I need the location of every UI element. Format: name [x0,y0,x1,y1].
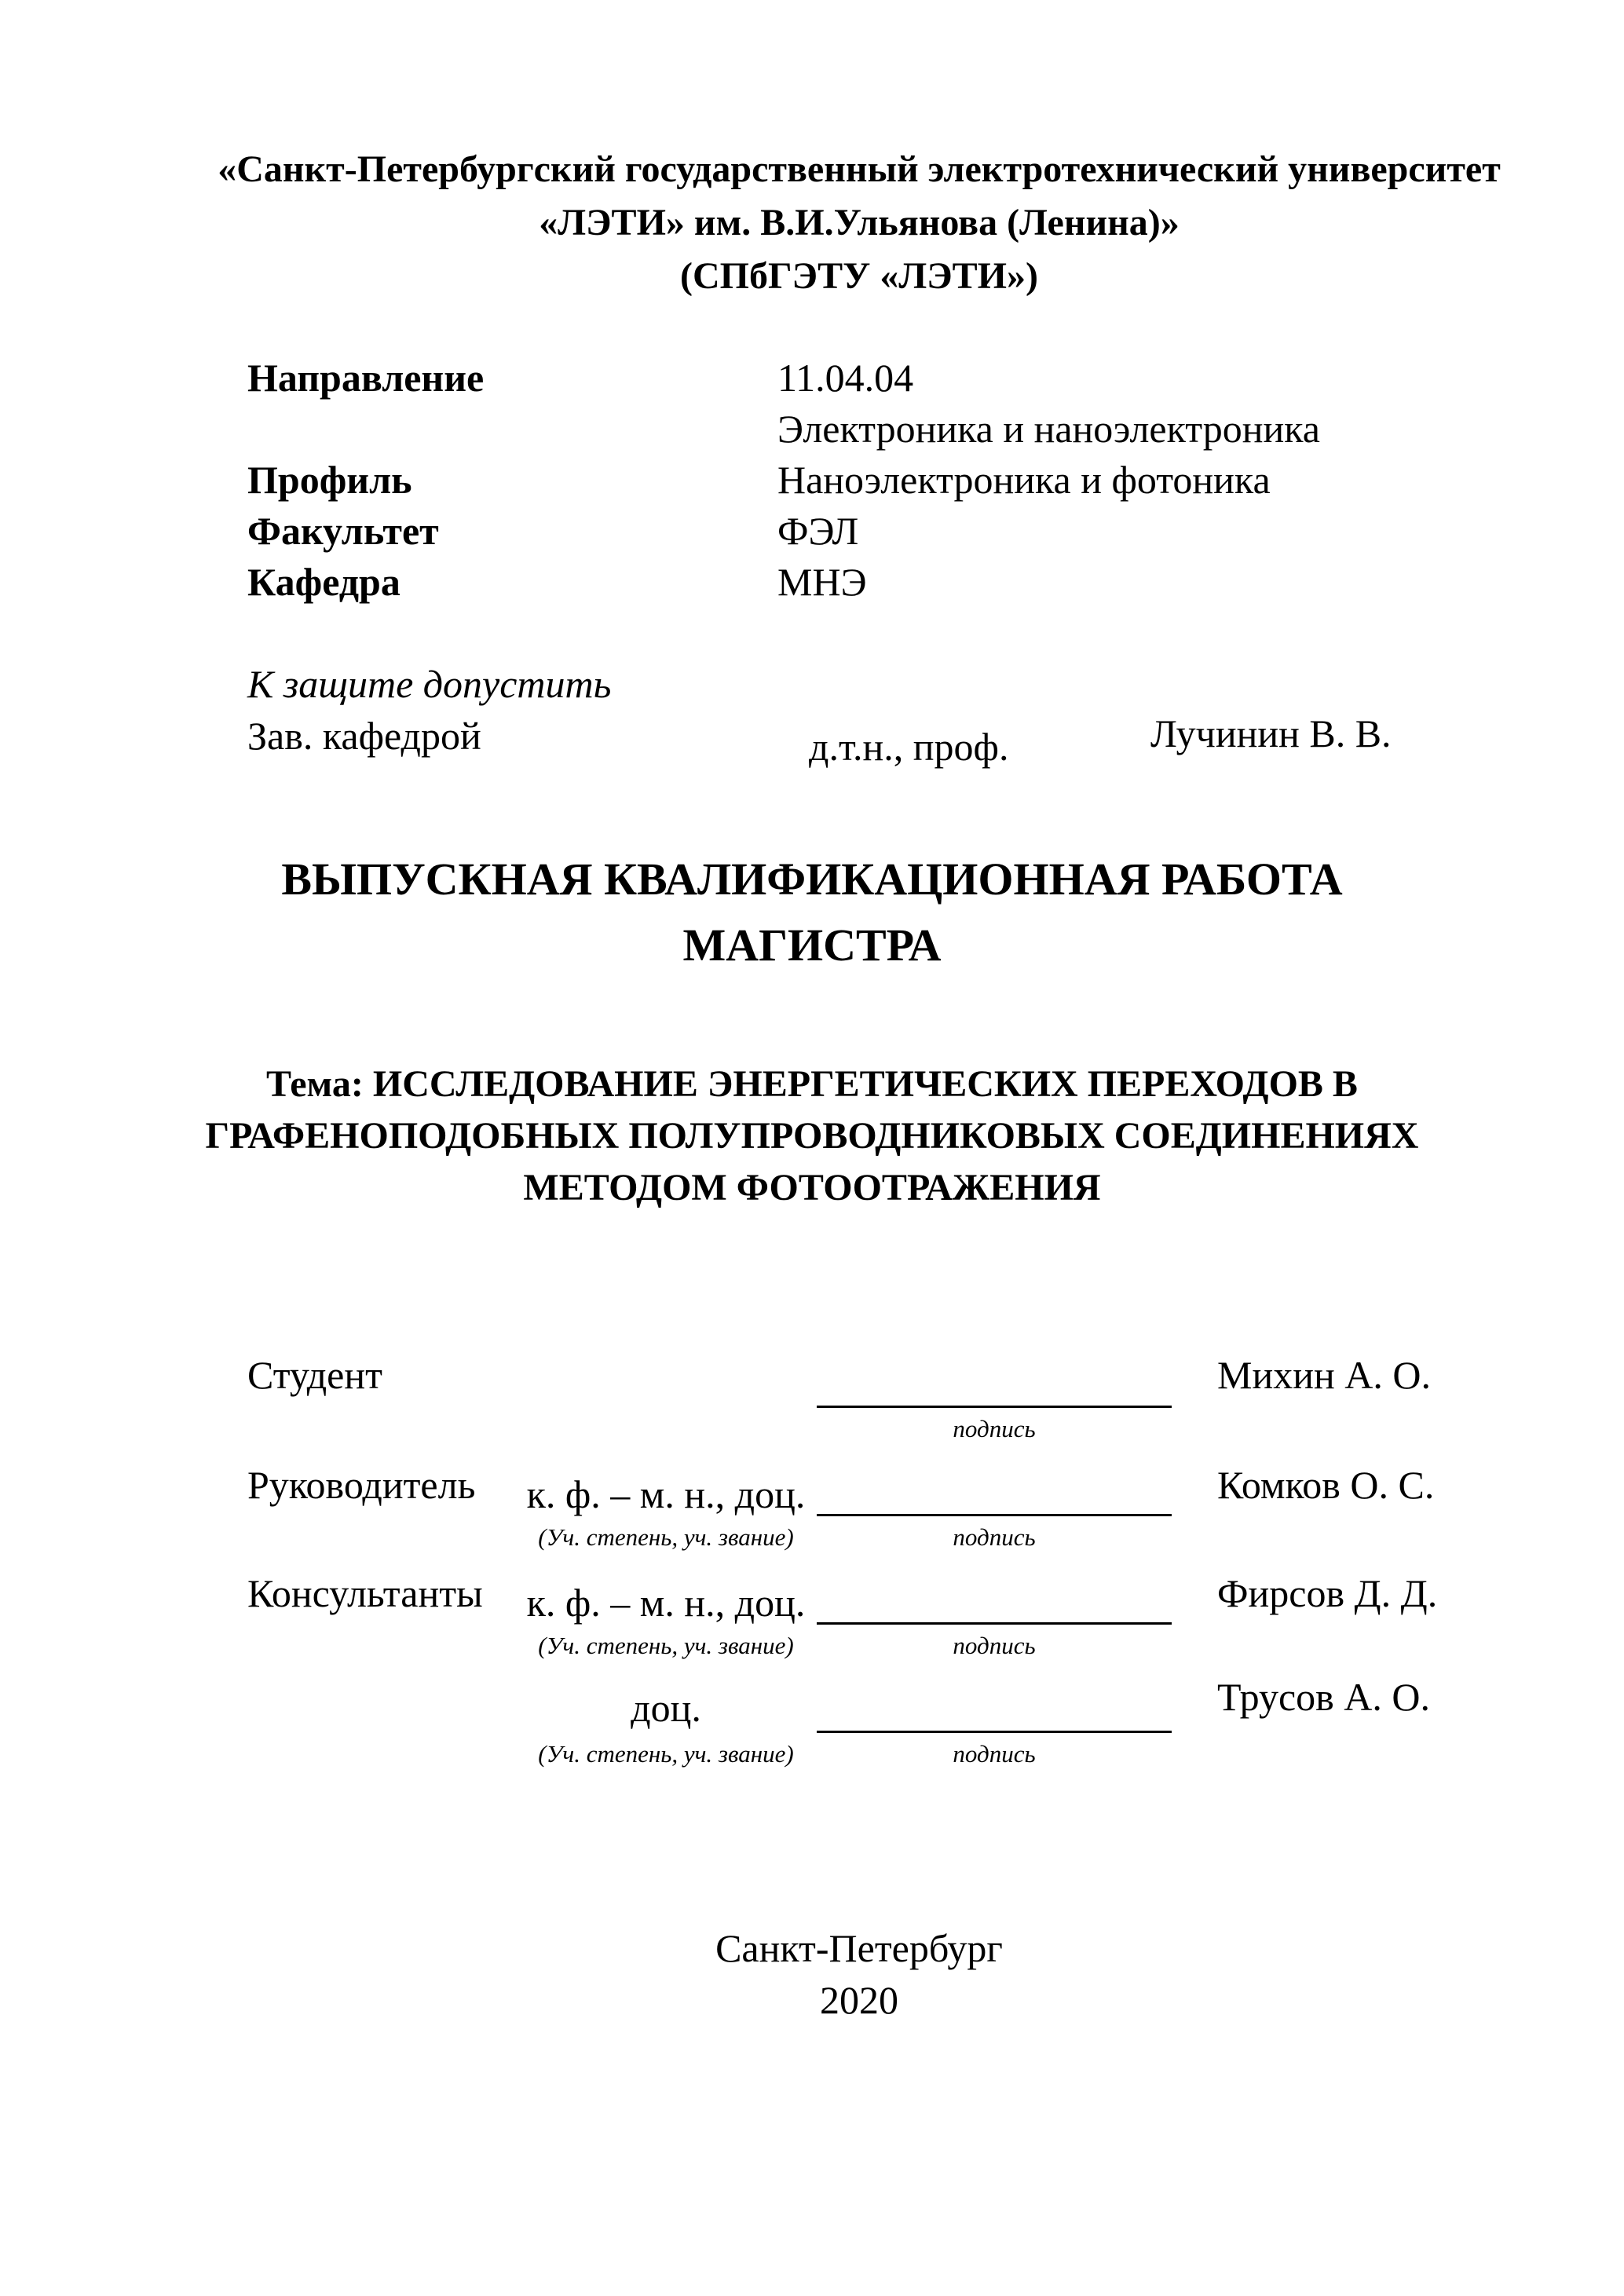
footer [184,1922,1534,2026]
signature-line [817,1622,1172,1625]
footer-year: 2020 [820,1978,898,2022]
signature-caption: подпись [953,1415,1036,1442]
signature-line [817,1406,1172,1408]
degree-label-consultant-2: доц. [631,1686,701,1730]
profile-label: Профиль [247,458,412,502]
department-head-degree: д.т.н., проф. [809,725,1009,769]
field-row-department [247,559,1582,605]
field-row-faculty [247,508,1582,554]
field-row-profile [247,457,1582,503]
university-header-line3: (СПбГЭТУ «ЛЭТИ») [680,255,1038,297]
signer-name-student: Михин А. О. [1217,1353,1431,1397]
university-header-line1: «Санкт-Петербургский государственный электротехнический университет [218,148,1501,190]
field-row-direction [247,355,1582,400]
signature-caption: подпись [953,1740,1036,1768]
signer-name-consultant-1: Фирсов Д. Д. [1217,1571,1438,1615]
signer-name-consultant-2: Трусов А. О. [1217,1675,1430,1719]
topic-line2: ГРАФЕНОПОДОБНЫХ ПОЛУПРОВОДНИКОВЫХ СОЕДИНЕНИЯХ [205,1115,1419,1157]
role-label-supervisor: Руководитель [247,1463,476,1507]
profile-value: Наноэлектроника и фотоника [777,458,1271,502]
degree-caption: (Уч. степень, уч. звание) [538,1523,794,1551]
degree-label-consultant-1: к. ф. – м. н., доц. [526,1581,806,1625]
signature-line [817,1731,1172,1733]
university-header [184,143,1534,303]
signer-name-supervisor: Комков О. С. [1217,1463,1435,1507]
role-label-consultants: Консультанты [247,1571,483,1615]
document-title-line2: МАГИСТРА [682,919,942,971]
signature-caption: подпись [953,1632,1036,1659]
degree-caption: (Уч. степень, уч. звание) [538,1632,794,1659]
degree-caption: (Уч. степень, уч. звание) [538,1740,794,1768]
signature-line [817,1514,1172,1516]
document-title-line1: ВЫПУСКНАЯ КВАЛИФИКАЦИОННАЯ РАБОТА [281,854,1343,905]
degree-label-supervisor: к. ф. – м. н., доц. [526,1472,806,1516]
direction-code: 11.04.04 [777,356,914,400]
department-value: МНЭ [777,560,867,604]
topic-line3: МЕТОДОМ ФОТООТРАЖЕНИЯ [523,1167,1101,1208]
department-head-name: Лучинин В. В. [1150,711,1392,755]
document-title [160,846,1464,978]
university-header-line2: «ЛЭТИ» им. В.И.Ульянова (Ленина)» [539,202,1180,243]
field-row-direction-name [247,406,1582,452]
direction-label: Направление [247,356,485,400]
role-label-student: Студент [247,1353,382,1397]
faculty-value: ФЭЛ [777,509,859,553]
footer-city: Санкт-Петербург [715,1926,1003,1970]
admission-note: К защите допустить [247,662,612,706]
faculty-label: Факультет [247,509,439,553]
department-head-label: Зав. кафедрой [247,714,481,758]
signature-caption: подпись [953,1523,1036,1551]
direction-name: Электроника и наноэлектроника [777,407,1320,451]
topic-line1: Тема: ИССЛЕДОВАНИЕ ЭНЕРГЕТИЧЕСКИХ ПЕРЕХОДОВ В [266,1063,1358,1105]
department-label: Кафедра [247,560,401,604]
topic [160,1058,1464,1214]
